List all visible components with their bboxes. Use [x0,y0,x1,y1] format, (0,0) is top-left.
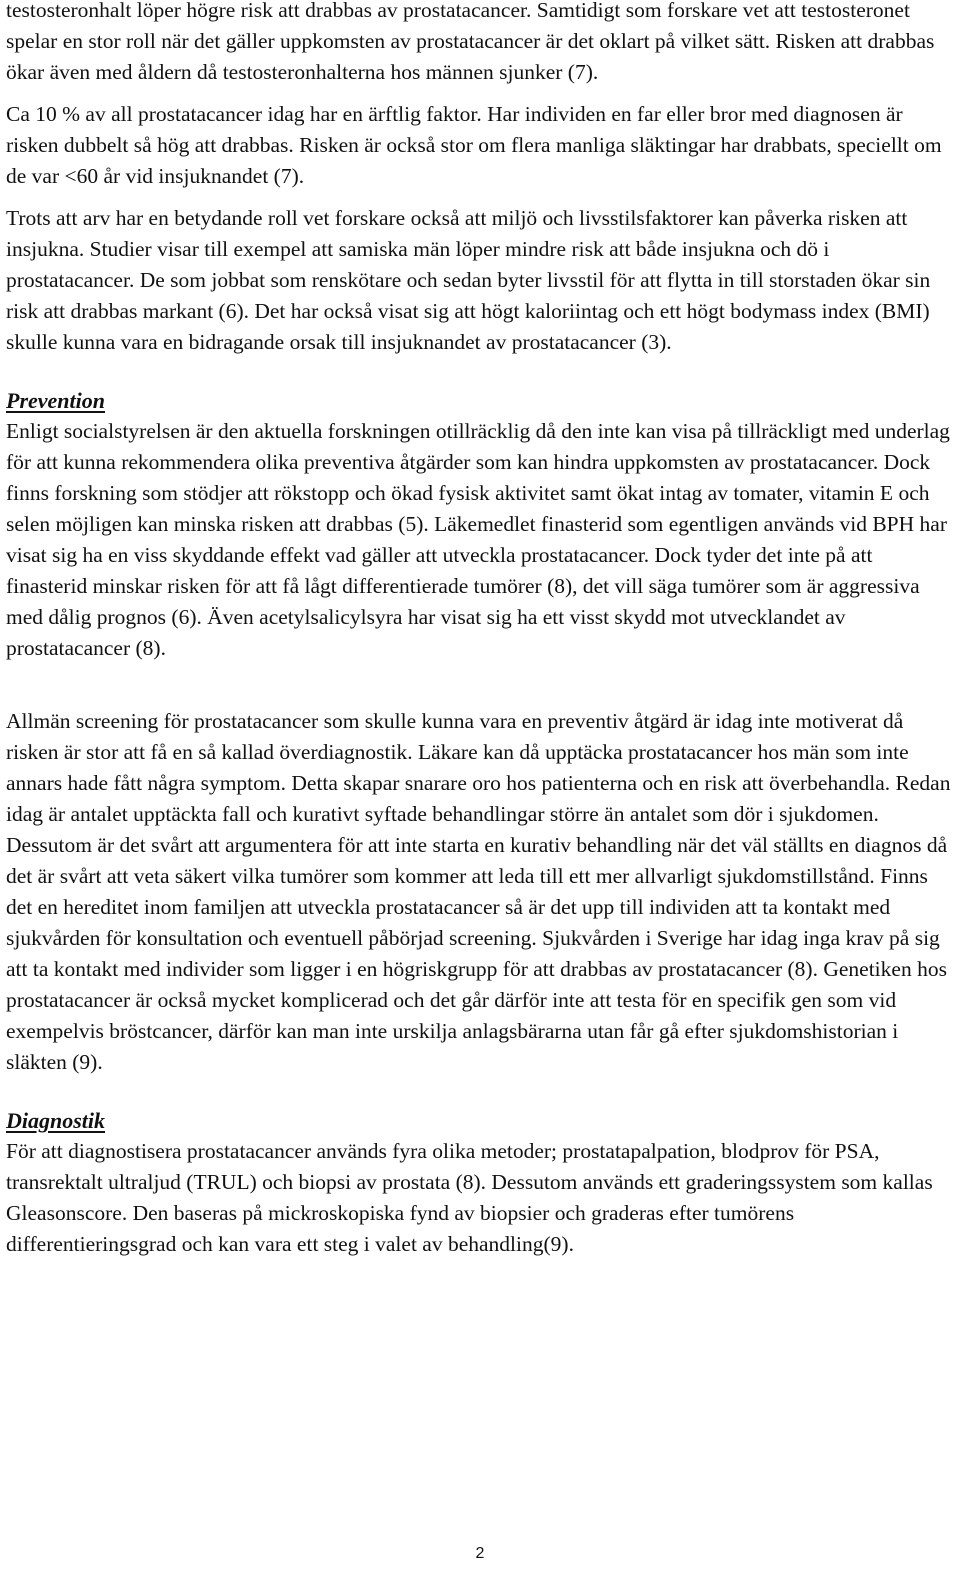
body-paragraph-prevention: Enligt socialstyrelsen är den aktuella forskningen otillräcklig då den inte kan visa på tillräckligt med underlag för att kunna rekommendera olika preventiva åtgärder som kan hindra uppkomsten av prostatacancer. Dock finns forskning som stödjer att rökstopp och ökad fysisk aktivitet samt ökat intag av tomater, vitamin E och selen möjligen kan minska risken att drabbas (5). Läkemedlet finasterid som egentligen används vid BPH har visat sig ha en viss skyddande effekt vad gäller att utveckla prostatacancer. Dock tyder det inte på att finasterid minskar risken för att få lågt differentierade tumörer (8), det vill säga tumörer som är aggressiva med dålig prognos (6). Även acetylsalicylsyra har visat sig ha ett visst skydd mot utvecklandet av prostatacancer (8). [6,419,950,660]
body-paragraph-diagnostik: För att diagnostisera prostatacancer används fyra olika metoder; prostatapalpation, blodprov för PSA, transrektalt ultraljud (TRUL) och biopsi av prostata (8). Dessutom används ett graderingssystem som kallas Gleasonscore. Den baseras på mickroskopiska fynd av biopsier och graderas efter tumörens differentieringsgrad och kan vara ett steg i valet av behandling(9). [6,1139,933,1256]
body-paragraph-lifestyle: Trots att arv har en betydande roll vet forskare också att miljö och livsstilsfaktorer kan påverka risken att insjukna. Studier visar till exempel att samiska män löper mindre risk att både insjukna och dö i prostatacancer. De som jobbat som renskötare och sedan byter livsstil för att flytta in till storstaden ökar sin risk att drabbas markant (6). Det har också visat sig att högt kaloriintag och ett högt bodymass index (BMI) skulle kunna vara en bidragande orsak till insjuknandet av prostatacancer (3). [6,206,931,354]
page-number: 2 [475,1545,485,1562]
body-paragraph-heredity: Ca 10 % av all prostatacancer idag har en ärftlig faktor. Har individen en far eller bror med diagnosen är risken dubbelt så hög att drabbas. Risken är också stor om flera manliga släktingar har drabbats, speciellt om de var <60 år vid insjuknandet (7). [6,102,942,188]
document-page [6,0,956,1260]
body-paragraph-screening: Allmän screening för prostatacancer som skulle kunna vara en preventiv åtgärd är idag inte motiverat då risken är stor att få en så kallad överdiagnostik. Läkare kan då upptäcka prostatacancer hos män som inte annars hade fått några symptom. Detta skapar snarare oro hos patienterna och en risk att överbehandla. Redan idag är antalet upptäckta fall och kurativt syftade behandlingar större än antalet som dör i sjukdomen. Dessutom är det svårt att argumentera för att inte starta en kurativ behandling när det väl ställts en diagnos då det är svårt att veta säkert vilka tumörer som kommer att leda till ett mer allvarligt sjukdomstillstånd. Finns det en hereditet inom familjen att utveckla prostatacancer så är det upp till individen att ta kontakt med sjukvården för konsultation och eventuell påbörjad screening. Sjukvården i Sverige har idag inga krav på sig att ta kontakt med individer som ligger i en högriskgrupp för att drabbas av prostatacancer (8). Genetiken hos prostatacancer är också mycket komplicerad och det går därför inte att testa för en specifik gen som vid exempelvis bröstcancer, därför kan man inte urskilja anlagsbärarna utan får gå efter sjukdomshistorian i släkten (9). [6,709,951,1074]
section-heading-prevention: Prevention [6,388,105,413]
body-paragraph-testosterone: testosteronhalt löper högre risk att drabbas av prostatacancer. Samtidigt som forskare vet att testosteronet spelar en stor roll när det gäller uppkomsten av prostatacancer är det oklart på vilket sätt. Risken att drabbas ökar även med åldern då testosteronhalterna hos männen sjunker (7). [6,0,935,84]
section-heading-diagnostik: Diagnostik [6,1108,106,1133]
